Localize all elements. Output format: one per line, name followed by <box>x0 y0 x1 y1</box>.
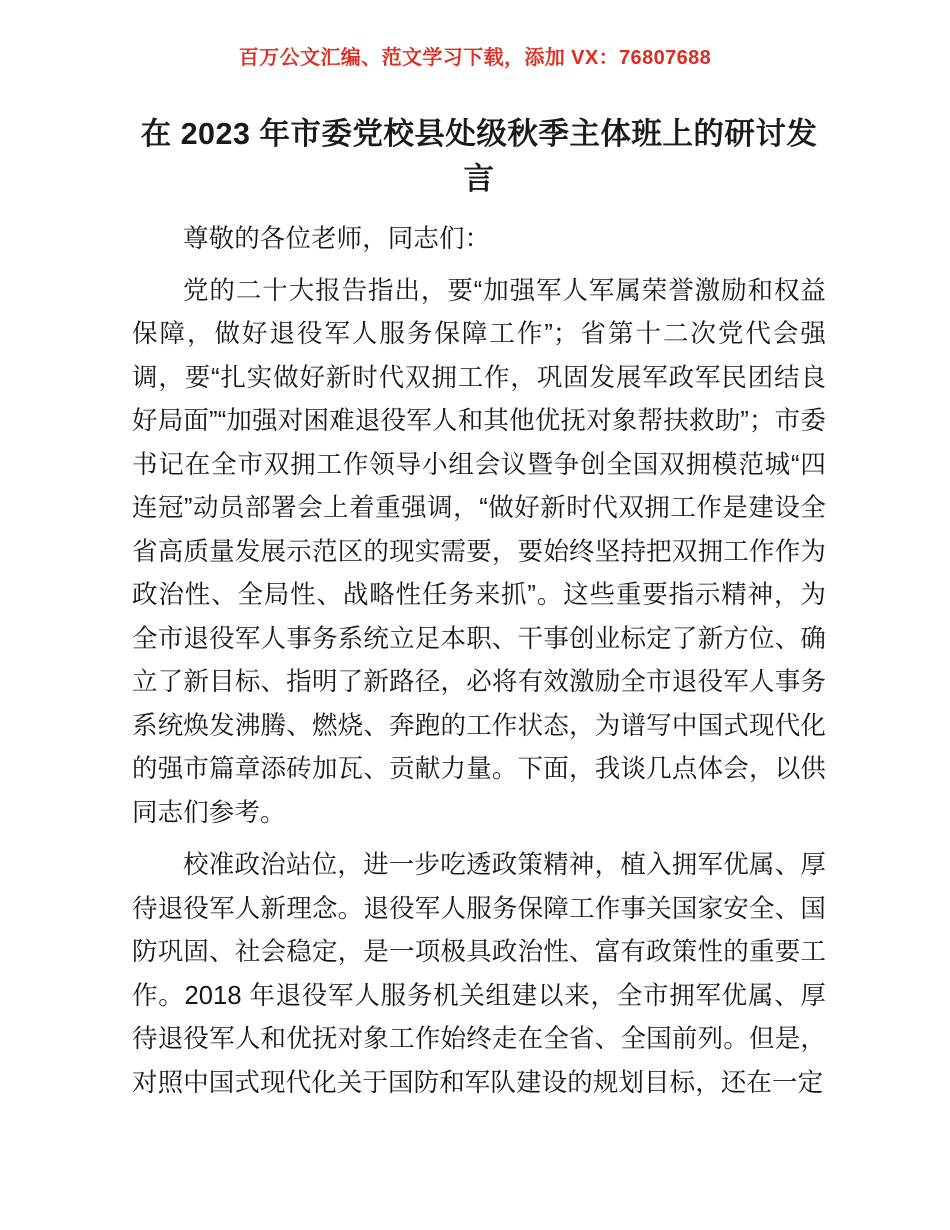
promo-header-text: 百万公文汇编、范文学习下载，添加 VX：76807688 <box>238 47 712 69</box>
body-paragraph-2: 校准政治站位，进一步吃透政策精神，植入拥军优属、厚待退役军人新理念。退役军人服务保障工作事关国家安全、国防巩固、社会稳定，是一项极具政治性、富有政策性的重要工作。2018 年退役军人服务机关组建以来，全市拥军优属、厚待退役军人和优抚对象工作始终走在全省、全国前列。但是，对照中国式现代化关于国防和军队建设的规划目标，还在一定 <box>132 851 826 1097</box>
document-title: 在 2023 年市委党校县处级秋季主体班上的研讨发言 <box>140 117 818 196</box>
document-content-column <box>132 112 826 1105</box>
body-paragraph-1: 党的二十大报告指出，要“加强军人军属荣誉激励和权益保障，做好退役军人服务保障工作”；省第十二次党代会强调，要“扎实做好新时代双拥工作，巩固发展军政军民团结良好局面”“加强对困难退役军人和其他优抚对象帮扶救助”；市委书记在全市双拥工作领导小组会议暨争创全国双拥模范城“四连冠”动员部署会上着重强调，“做好新时代双拥工作是建设全省高质量发展示范区的现实需要，要始终坚持把双拥工作作为政治性、全局性、战略性任务来抓”。这些重要指示精神，为全市退役军人事务系统立足本职、干事创业标定了新方位、确立了新目标、指明了新路径，必将有效激励全市退役军人事务系统焕发沸腾、燃烧、奔跑的工作状态，为谱写中国式现代化的强市篇章添砖加瓦、贡献力量。下面，我谈几点体会，以供同志们参考。 <box>132 276 826 827</box>
promo-header-banner <box>0 46 950 70</box>
salutation-paragraph: 尊敬的各位老师，同志们： <box>183 225 491 253</box>
